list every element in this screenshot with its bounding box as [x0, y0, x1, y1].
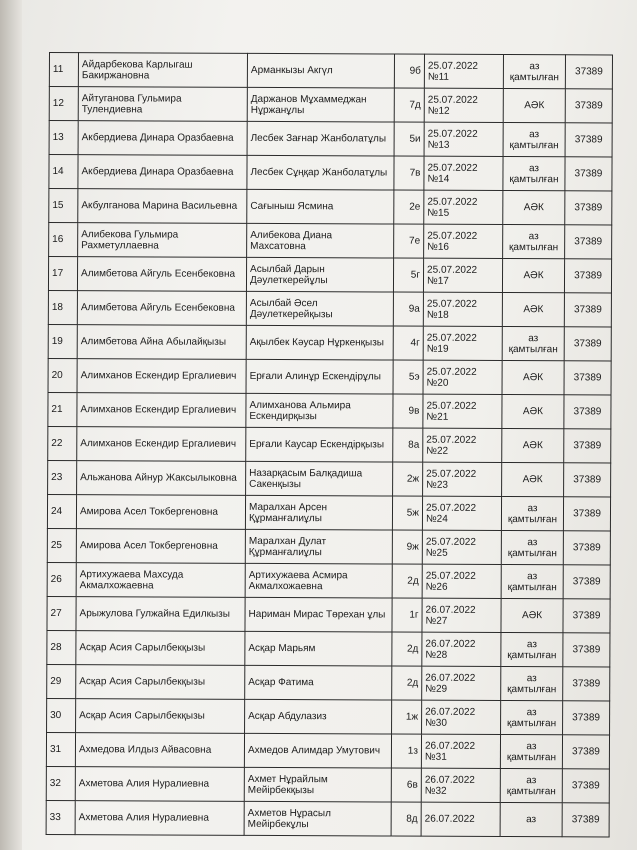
order-date-cell [423, 258, 502, 292]
table-row [47, 562, 610, 598]
beneficiary-table [46, 52, 613, 837]
child-name: Даржанов Мұхаммеджан Нұржанұлы [247, 87, 394, 122]
parent-name: Алимханов Ескендир Ергалиевич [77, 393, 246, 428]
row-number: 13 [49, 121, 78, 155]
table-row [48, 392, 611, 428]
parent-name: Ахметова Алия Нуралиевна [75, 767, 244, 802]
table-row [48, 257, 611, 293]
status: АӘК [502, 428, 564, 462]
table-row [48, 324, 611, 360]
table-row [49, 155, 612, 191]
order-date: 25.07.2022 [427, 162, 478, 174]
order-date: 25.07.2022 [427, 230, 478, 242]
parent-name: Амирова Асел Токбергеновна [76, 529, 245, 564]
table-row [47, 630, 610, 666]
order-number: №32 [424, 785, 447, 797]
parent-name: Алибекова Гульмира Рахметуллаевна [78, 223, 247, 258]
order-date: 25.07.2022 [426, 298, 477, 310]
status: аз қамтылған [501, 564, 563, 598]
parent-name: Алимханов Ескендир Ергалиевич [77, 427, 246, 462]
code: 37389 [563, 531, 610, 565]
table-row [47, 698, 610, 734]
page-shadow [0, 0, 22, 850]
status: АӘК [503, 88, 565, 122]
row-number: 17 [48, 257, 77, 291]
status: АӘК [502, 394, 564, 428]
table-row [46, 766, 609, 802]
code: 37389 [565, 55, 612, 89]
class-grade: 1г [392, 598, 422, 632]
order-date-cell [421, 802, 500, 836]
row-number: 23 [48, 460, 77, 494]
table-row [47, 596, 610, 632]
child-name: Ахмет Нұрайлым Мейірбекқызы [244, 767, 391, 802]
order-date: 25.07.2022 [425, 536, 476, 548]
child-name: Ақылбек Кәусар Нұркенқызы [246, 325, 393, 360]
parent-name: Акбердиева Динара Оразбаевна [78, 121, 247, 156]
row-number: 15 [49, 189, 78, 223]
parent-name: Арыжулова Гулжайна Едилкызы [76, 597, 245, 632]
order-number: №12 [427, 105, 450, 117]
child-name: Алибекова Диана Махсатовна [247, 223, 394, 258]
code: 37389 [565, 89, 612, 123]
code: 37389 [563, 599, 610, 633]
order-date-cell [422, 632, 501, 666]
order-date-cell [424, 190, 503, 224]
class-grade: 2ж [393, 462, 423, 496]
order-number: №19 [426, 343, 449, 355]
table-row [47, 528, 610, 564]
table-row [48, 358, 611, 394]
order-date: 25.07.2022 [426, 400, 477, 412]
parent-name: Амирова Асел Токбергеновна [76, 495, 245, 530]
code: 37389 [565, 225, 612, 259]
table-row [49, 189, 612, 225]
child-name: Сағыныш Ясмина [247, 189, 394, 224]
status: АӘК [502, 462, 564, 496]
table-row [49, 53, 612, 89]
table-row [46, 732, 609, 768]
status: АӘК [501, 598, 563, 632]
code: 37389 [563, 633, 610, 667]
order-date: 25.07.2022 [427, 196, 478, 208]
parent-name: Алимханов Ескендир Ергалиевич [77, 359, 246, 394]
class-grade: 2д [392, 564, 422, 598]
child-name: Алимханова Альмира Ескендирқызы [246, 393, 393, 428]
code: 37389 [563, 565, 610, 599]
class-grade: 8д [391, 802, 421, 836]
status: аз қамтылған [503, 224, 565, 258]
row-number: 32 [46, 766, 75, 800]
order-date-cell [422, 700, 501, 734]
child-name: Асқар Марьям [245, 631, 392, 666]
order-date: 26.07.2022 [424, 813, 475, 825]
class-grade: 1ж [392, 700, 422, 734]
table-row [48, 290, 611, 326]
child-name: Назарқасым Балқадиша Сакенқызы [246, 461, 393, 496]
status: аз қамтылған [501, 496, 563, 530]
child-name: Маралхан Арсен Құрманғалиұлы [245, 495, 392, 530]
table-row [49, 223, 612, 259]
class-grade: 2д [392, 632, 422, 666]
class-grade: 7д [394, 88, 424, 122]
class-grade: 9в [393, 394, 423, 428]
parent-name: Асқар Асия Сарылбекқызы [76, 665, 245, 700]
parent-name: Алимбетова Айгуль Есенбековна [77, 257, 246, 292]
order-date: 25.07.2022 [426, 468, 477, 480]
status: АӘК [502, 360, 564, 394]
row-number: 24 [47, 494, 76, 528]
order-date: 25.07.2022 [425, 570, 476, 582]
child-name: Асылбай Дарын Дәулеткерейұлы [246, 257, 393, 292]
code: 37389 [564, 327, 611, 361]
parent-name: Айтуганова Гульмира Тулендиевна [78, 87, 247, 122]
class-grade: 8а [393, 428, 423, 462]
order-number: №26 [425, 581, 448, 593]
order-date: 25.07.2022 [427, 94, 478, 106]
order-date: 26.07.2022 [424, 740, 476, 752]
order-date-cell [422, 496, 501, 530]
code: 37389 [565, 191, 612, 225]
row-number: 29 [47, 664, 76, 698]
order-date-cell [422, 530, 501, 564]
code: 37389 [564, 361, 611, 395]
code: 37389 [562, 735, 609, 769]
order-date: 26.07.2022 [425, 672, 476, 684]
row-number: 11 [49, 53, 78, 87]
class-grade: 7в [394, 156, 424, 190]
child-name: Арманкызы Акгүл [247, 53, 394, 88]
order-date-cell [423, 394, 502, 428]
class-grade: 7е [394, 224, 424, 258]
order-date-cell [423, 292, 502, 326]
order-date-cell [421, 768, 500, 802]
code: 37389 [563, 701, 610, 735]
row-number: 22 [48, 426, 77, 460]
class-grade: 2д [392, 666, 422, 700]
order-number: №29 [425, 683, 448, 695]
order-number: №23 [426, 479, 448, 491]
code: 37389 [565, 157, 612, 191]
parent-name: Артихужаева Махсуда Акмалхожаевна [76, 563, 245, 598]
table-row [47, 494, 610, 530]
parent-name: Альжанова Айнур Жаксылыковна [77, 461, 246, 496]
child-name: Маралхан Дулат Құрманғалиұлы [245, 529, 392, 564]
parent-name: Асқар Асия Сарылбекқызы [76, 631, 245, 666]
order-date: 26.07.2022 [425, 638, 476, 650]
order-number: №20 [426, 377, 449, 389]
parent-name: Акбердиева Динара Оразбаевна [78, 155, 247, 190]
order-date-cell [422, 598, 501, 632]
status: АӘК [502, 258, 564, 292]
status: аз қамтылған [502, 326, 564, 360]
row-number: 28 [47, 630, 76, 664]
order-date: 25.07.2022 [426, 332, 477, 344]
code: 37389 [564, 429, 611, 463]
status: аз қамтылған [501, 530, 563, 564]
status: аз қамтылған [501, 632, 563, 666]
table-row [49, 121, 612, 157]
class-grade: 9ж [392, 530, 422, 564]
child-name: Ахметов Нұрасыл Мейірбекұлы [244, 801, 391, 836]
order-date-cell [423, 428, 502, 462]
table-row [47, 664, 610, 700]
order-date: 25.07.2022 [427, 264, 478, 276]
status: аз қамтылған [500, 768, 562, 802]
row-number: 30 [47, 698, 76, 732]
child-name: Ерғали Каусар Ескендірқызы [246, 427, 393, 462]
child-name: Асқар Абдулазиз [245, 699, 392, 734]
class-grade: 9б [394, 54, 424, 88]
row-number: 16 [49, 223, 78, 257]
class-grade: 6в [391, 768, 421, 802]
row-number: 20 [48, 358, 77, 392]
row-number: 31 [46, 732, 75, 766]
order-date-cell [423, 326, 502, 360]
row-number: 14 [49, 155, 78, 189]
child-name: Асқар Фатима [245, 665, 392, 700]
code: 37389 [563, 667, 610, 701]
order-date-cell [423, 462, 502, 496]
row-number: 18 [48, 290, 77, 324]
parent-name: Алимбетова Айгуль Есенбековна [77, 291, 246, 326]
status: аз қамтылған [500, 734, 562, 768]
parent-name: Ахметова Алия Нуралиевна [75, 801, 244, 836]
row-number: 33 [46, 800, 75, 834]
order-date-cell [421, 734, 500, 768]
child-name: Ерғали Алинұр Ескендірұлы [246, 359, 393, 394]
status: АӘК [502, 292, 564, 326]
table-row [48, 426, 611, 462]
status: аз қамтылған [503, 122, 565, 156]
order-number: №18 [426, 309, 449, 321]
order-date-cell [423, 360, 502, 394]
order-date-cell [424, 88, 503, 122]
order-number: №14 [427, 173, 450, 185]
child-name: Лесбек Сұңқар Жанболатұлы [247, 155, 394, 190]
child-name: Асылбай Әсел Дәулеткерейқызы [246, 291, 393, 326]
order-number: №17 [426, 275, 449, 287]
status: аз қамтылған [503, 156, 565, 190]
parent-name: Асқар Асия Сарылбекқызы [76, 699, 245, 734]
table-row [49, 87, 612, 123]
code: 37389 [564, 463, 611, 497]
class-grade: 5г [393, 258, 423, 292]
code: 37389 [564, 259, 611, 293]
parent-name: Ахмедова Илдыз Айвасовна [75, 733, 244, 768]
order-date: 25.07.2022 [427, 60, 479, 72]
order-number: №13 [427, 139, 450, 151]
class-grade: 1з [391, 734, 421, 768]
order-date: 25.07.2022 [425, 502, 477, 514]
order-date: 25.07.2022 [426, 366, 477, 378]
status: АӘК [503, 190, 565, 224]
order-date-cell [424, 156, 503, 190]
order-date: 26.07.2022 [425, 706, 476, 718]
status: аз қамтылған [501, 700, 563, 734]
class-grade: 5и [394, 122, 424, 156]
order-number: №15 [427, 207, 450, 219]
parent-name: Алимбетова Айна Абылайқызы [77, 325, 246, 360]
order-date: 25.07.2022 [427, 128, 478, 140]
order-date: 26.07.2022 [424, 774, 475, 786]
order-number: №21 [426, 411, 449, 423]
child-name: Артихужаева Асмира Акмалхожаевна [245, 563, 392, 598]
order-date: 26.07.2022 [425, 604, 476, 616]
row-number: 19 [48, 324, 77, 358]
order-date: 25.07.2022 [426, 434, 477, 446]
class-grade: 5ж [392, 496, 422, 530]
order-number: №27 [425, 615, 448, 627]
order-date-cell [424, 122, 503, 156]
parent-name: Айдарбекова Карлыгаш Бакиржановна [78, 53, 247, 88]
class-grade: 4г [393, 326, 423, 360]
class-grade: 9а [393, 292, 423, 326]
child-name: Ахмедов Алимдар Умутович [244, 733, 391, 768]
order-number: №30 [425, 717, 447, 729]
code: 37389 [565, 123, 612, 157]
table-row [48, 460, 611, 496]
order-number: №16 [427, 241, 450, 253]
row-number: 21 [48, 392, 77, 426]
code: 37389 [562, 803, 609, 837]
row-number: 26 [47, 562, 76, 596]
code: 37389 [564, 395, 611, 429]
order-number: №11 [427, 71, 450, 83]
order-number: №24 [425, 513, 448, 525]
order-number: №22 [426, 445, 449, 457]
order-date-cell [422, 666, 501, 700]
status: аз [500, 802, 562, 836]
row-number: 27 [47, 596, 76, 630]
code: 37389 [563, 497, 610, 531]
child-name: Лесбек Зағнар Жанболатұлы [247, 121, 394, 156]
table-row [46, 800, 609, 836]
status: аз қамтылған [503, 54, 565, 88]
row-number: 12 [49, 87, 78, 121]
order-number: №25 [425, 547, 448, 559]
status: аз қамтылған [501, 666, 563, 700]
order-date-cell [422, 564, 501, 598]
row-number: 25 [47, 528, 76, 562]
order-number: №31 [424, 751, 447, 763]
code: 37389 [564, 293, 611, 327]
order-date-cell [424, 224, 503, 258]
order-date-cell [424, 54, 503, 88]
order-number: №28 [425, 649, 448, 661]
code: 37389 [562, 769, 609, 803]
child-name: Нариман Мирас Төрехан ұлы [245, 597, 392, 632]
parent-name: Акбулганова Марина Васильевна [78, 189, 247, 224]
class-grade: 2е [394, 190, 424, 224]
class-grade: 5э [393, 360, 423, 394]
